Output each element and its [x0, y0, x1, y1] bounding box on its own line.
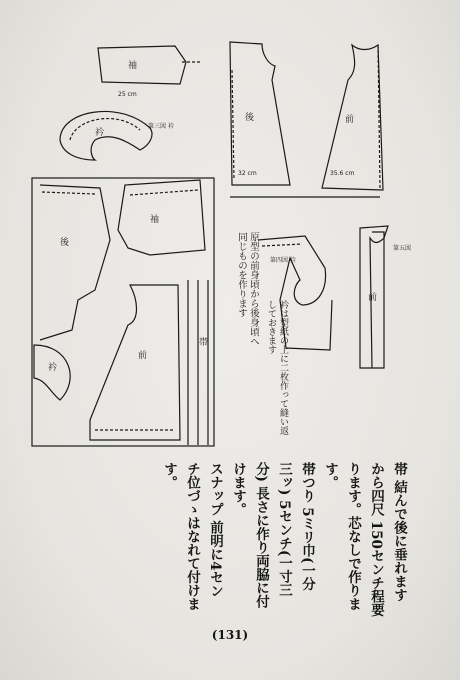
large-figure-frame — [32, 178, 214, 446]
vertical-note-1: 原型の前身頃から後身頃へ同じものを作ります — [236, 232, 259, 346]
body-line: ります。芯なしで作りま — [345, 462, 361, 611]
vertical-note-2: 衿は型紙の上に二枚作って縫い返しておきます — [266, 300, 288, 435]
body-line: 帯 結んで後に垂れます — [391, 462, 407, 602]
page-number: (131) — [211, 628, 249, 642]
body-line: 帯つり 5ミリ巾(一分 — [299, 462, 315, 591]
large-front-label: 前 — [138, 351, 148, 361]
large-back-label: 後 — [60, 238, 70, 248]
sleeve-label: 袖 — [128, 61, 138, 71]
fig5-label: 前 — [368, 293, 378, 303]
body-line: す。 — [322, 462, 338, 489]
collar-label: 衿 — [95, 128, 105, 138]
body-line: けます。 — [230, 462, 246, 516]
sleeve-dim: 25 cm — [118, 91, 137, 98]
sleeve-pattern — [98, 46, 186, 84]
body-line: スナップ 前明に4セン — [207, 462, 223, 598]
band-label: 帯 — [199, 338, 209, 348]
large-sleeve-label: 袖 — [150, 215, 160, 225]
large-collar-label: 衿 — [48, 363, 58, 373]
body-line: 三ッ) 5センチ(一寸三 — [276, 462, 292, 597]
large-front-piece — [90, 285, 180, 440]
large-back-piece — [40, 185, 110, 340]
collar-pattern — [60, 111, 152, 160]
back-dim: 32 cm — [238, 170, 257, 177]
fig5-title: 第五図 — [393, 245, 412, 252]
fig4-title: 第四図 衿 — [270, 257, 296, 264]
body-line: す。 — [161, 462, 177, 489]
band-strips — [188, 280, 208, 445]
collar-title: 第三図 衿 — [148, 123, 174, 130]
back-pattern-top — [230, 42, 290, 185]
front-label-top: 前 — [345, 115, 355, 125]
front-dim: 35.6 cm — [330, 170, 355, 177]
body-line: 分) 長さに作り両脇に付 — [253, 462, 269, 609]
body-line: から四尺 150センチ程要 — [368, 462, 384, 617]
back-label-top: 後 — [245, 113, 255, 123]
body-line: チ位づゝはなれて付けま — [184, 462, 200, 611]
large-sleeve-piece — [118, 180, 205, 255]
body-text — [161, 462, 410, 632]
